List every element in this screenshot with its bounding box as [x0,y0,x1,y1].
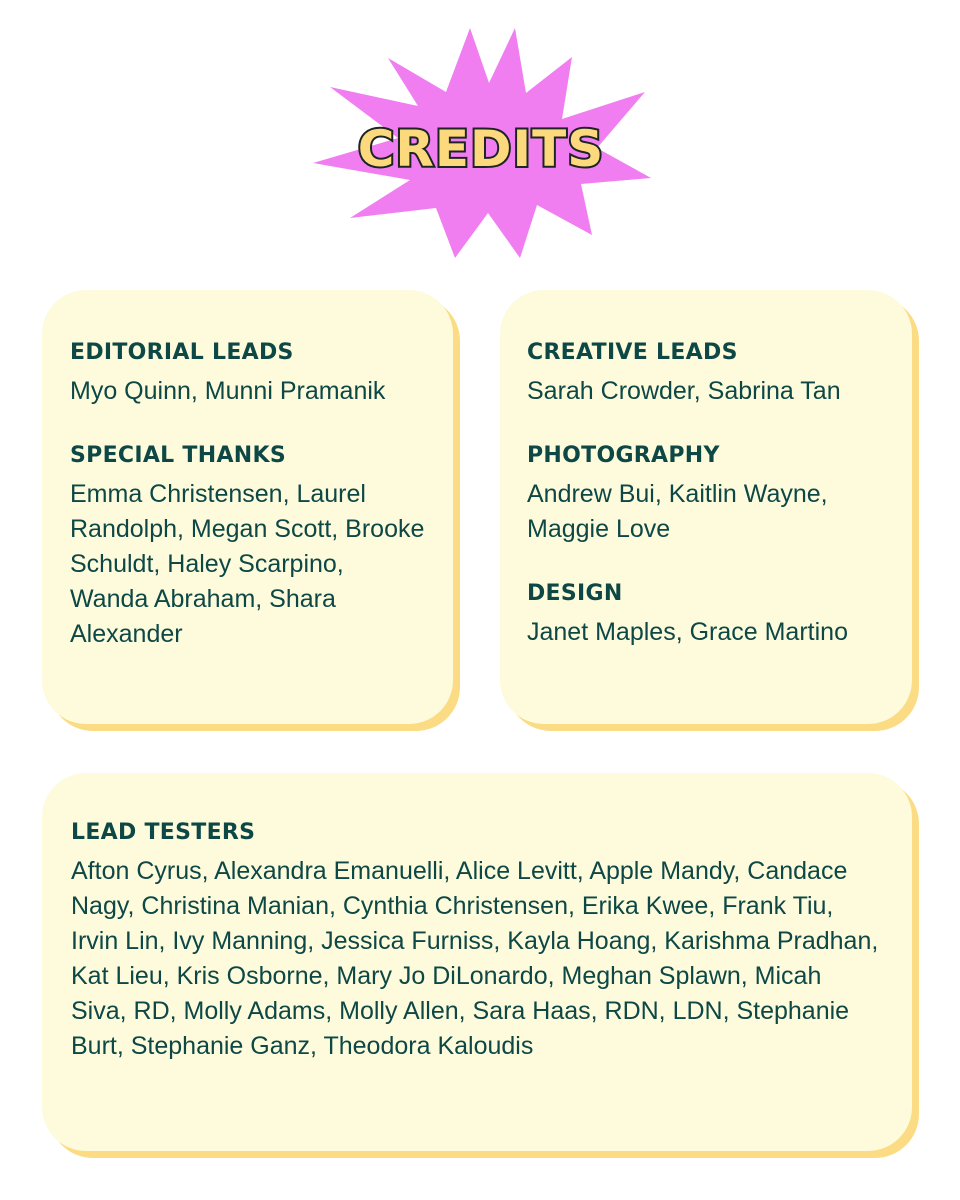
editorial-leads-heading: EDITORIAL LEADS [70,340,294,365]
starburst-shape [300,20,660,270]
credits-title: CREDITS [357,120,605,178]
lead-testers-card [42,773,912,1151]
photography-heading: PHOTOGRAPHY [527,443,720,468]
creative-leads-names: Sarah Crowder, Sabrina Tan [527,377,841,405]
special-thanks-heading: SPECIAL THANKS [70,443,286,468]
photography-names: Andrew Bui, Kaitlin Wayne, Maggie Love [527,480,828,543]
creative-leads-heading: CREATIVE LEADS [527,340,738,365]
special-thanks-names: Emma Christensen, Laurel Randolph, Megan Scott, Brooke Schuldt, Haley Scarpino, Wanda Abraham, Shara Alexander [70,480,425,648]
editorial-leads-names: Myo Quinn, Munni Pramanik [70,377,386,405]
credits-title-burst [300,20,660,270]
design-names: Janet Maples, Grace Martino [527,618,848,646]
lead-testers-names: Afton Cyrus, Alexandra Emanuelli, Alice Levitt, Apple Mandy, Candace Nagy, Christina Manian, Cynthia Christensen, Erika Kwee, Frank Tiu, Irvin Lin, Ivy Manning, Jessica Furniss, Kayla Hoang, Karishma Pradhan, Kat Lieu, Kris Osborne, Mary Jo DiLonardo, Meghan Splawn, Micah Siva, RD, Molly Adams, Molly Allen, Sara Haas, RDN, LDN, Stephanie Burt, Stephanie Ganz, Theodora Kaloudis [71,857,879,1060]
credits-card-left [42,290,453,724]
credits-card-right [500,290,912,724]
design-heading: DESIGN [527,581,623,606]
lead-testers-heading: LEAD TESTERS [71,820,256,845]
